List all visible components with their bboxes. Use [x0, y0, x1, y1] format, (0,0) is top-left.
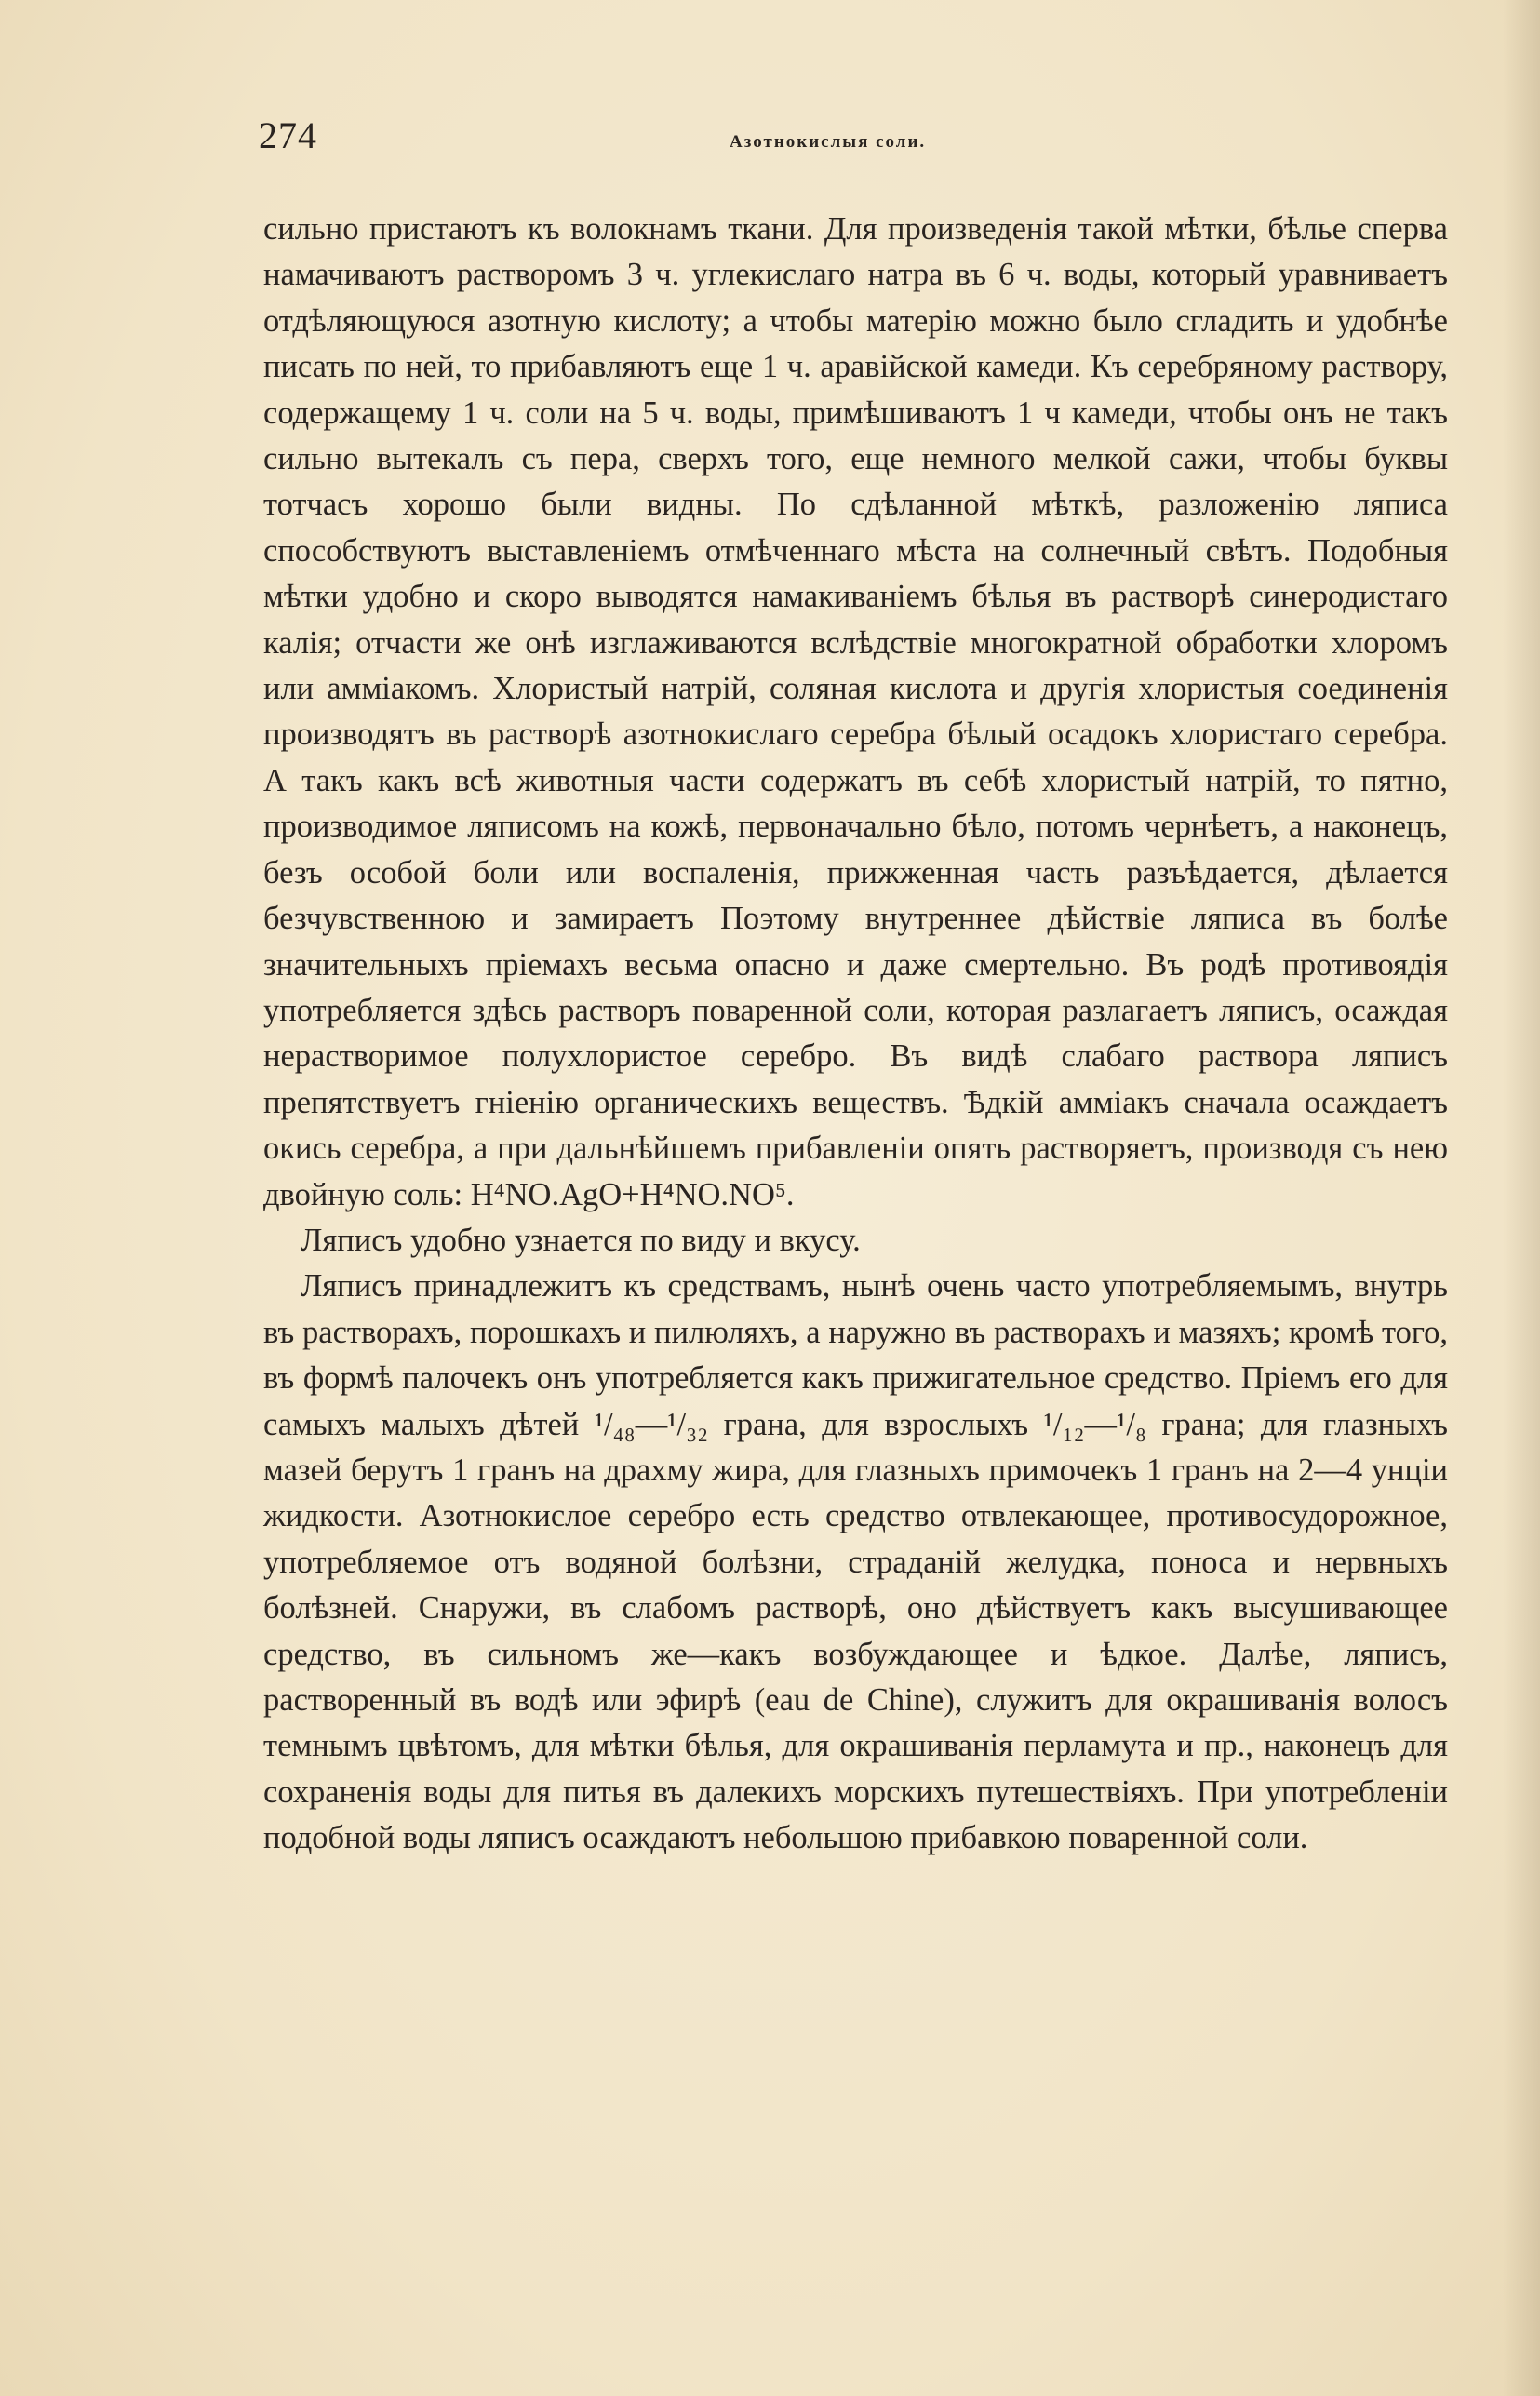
- paragraph: Ляписъ удобно узнается по виду и вкусу.: [301, 1222, 861, 1258]
- running-head: Азотнокислыя соли.: [730, 132, 927, 152]
- body-text: [263, 207, 1448, 1862]
- page-number: 274: [259, 114, 317, 156]
- paragraph: Ляписъ принадлежитъ къ средствамъ, нынѣ очень часто употребляемымъ, внутрь въ растворахъ, порошкахъ и пилюляхъ, а наружно въ растворахъ и мазяхъ; кромѣ того, въ формѣ палочекъ онъ употребляется какъ прижигательное средство. Пріемъ его для самыхъ малыхъ дѣтей ¹/₄₈—¹/₃₂ грана, для взрослыхъ ¹/₁₂—¹/₈ грана; для глазныхъ мазей берутъ 1 гранъ на драхму жира, для глазныхъ примочекъ 1 гранъ на 2—4 унціи жидкости. Азотнокислое серебро есть средство отвлекающее, противосудорожное, употребляемое отъ водяной болѣзни, страданій желудка, поноса и нервныхъ болѣзней. Снаружи, въ слабомъ растворѣ, оно дѣйствуетъ какъ высушивающее средство, въ сильномъ же—какъ возбуждающее и ѣдкое. Далѣе, ляписъ, растворенный въ водѣ или эфирѣ (eau de Chine), служитъ для окрашиванія волосъ темнымъ цвѣтомъ, для мѣтки бѣлья, для окрашиванія перламута и пр., наконецъ для сохраненія воды для питья въ далекихъ морскихъ путешествіяхъ. При употребленіи подобной воды ляписъ осаждаютъ небольшою прибавкою поваренной соли.: [263, 1268, 1448, 1856]
- paragraph: сильно пристаютъ къ волокнамъ ткани. Для произведенія такой мѣтки, бѣлье сперва намачиваютъ растворомъ 3 ч. углекислаго натра въ 6 ч. воды, который уравниваетъ отдѣляющуюся азотную кислоту; а чтобы матерію можно было сгладить и удобнѣе писать по ней, то прибавляютъ еще 1 ч. аравійской камеди. Къ серебряному раствору, содержащему 1 ч. соли на 5 ч. воды, примѣшиваютъ 1 ч камеди, чтобы онъ не такъ сильно вытекалъ съ пера, сверхъ того, еще немного мелкой сажи, чтобы буквы тотчасъ хорошо были видны. По сдѣланной мѣткѣ, разложенію ляписа способствуютъ выставленіемъ отмѣченнаго мѣста на солнечный свѣтъ. Подобныя мѣтки удобно и скоро выводятся намакиваніемъ бѣлья въ растворѣ синеродистаго калія; отчасти же онѣ изглаживаются вслѣдствіе многократной обработки хлоромъ или амміакомъ. Хлористый натрій, соляная кислота и другія хлористыя соединенія производятъ въ растворѣ азотнокислаго серебра бѣлый осадокъ хлористаго серебра. А такъ какъ всѣ животныя части содержатъ въ себѣ хлористый натрій, то пятно, производимое ляписомъ на кожѣ, первоначально бѣло, потомъ чернѣетъ, а наконецъ, безъ особой боли или воспаленія, прижженная часть разъѣдается, дѣлается безчувственною и замираетъ Поэтому внутреннее дѣйствіе ляписа въ болѣе значительныхъ пріемахъ весьма опасно и даже смертельно. Въ родѣ противоядія употребляется здѣсь растворъ поваренной соли, которая разлагаетъ ляписъ, осаждая нерастворимое полухлористое серебро. Въ видѣ слабаго раствора ляписъ препятствуетъ гніенію органическихъ веществъ. Ѣдкій амміакъ сначала осаждаетъ окись серебра, а при дальнѣйшемъ прибавленіи опять растворяетъ, производя съ нею двойную соль: H⁴NO.AgO+H⁴NO.NO⁵.: [263, 211, 1448, 1212]
- page-header: [259, 114, 1450, 169]
- page-edge-shadow: [1503, 0, 1540, 2396]
